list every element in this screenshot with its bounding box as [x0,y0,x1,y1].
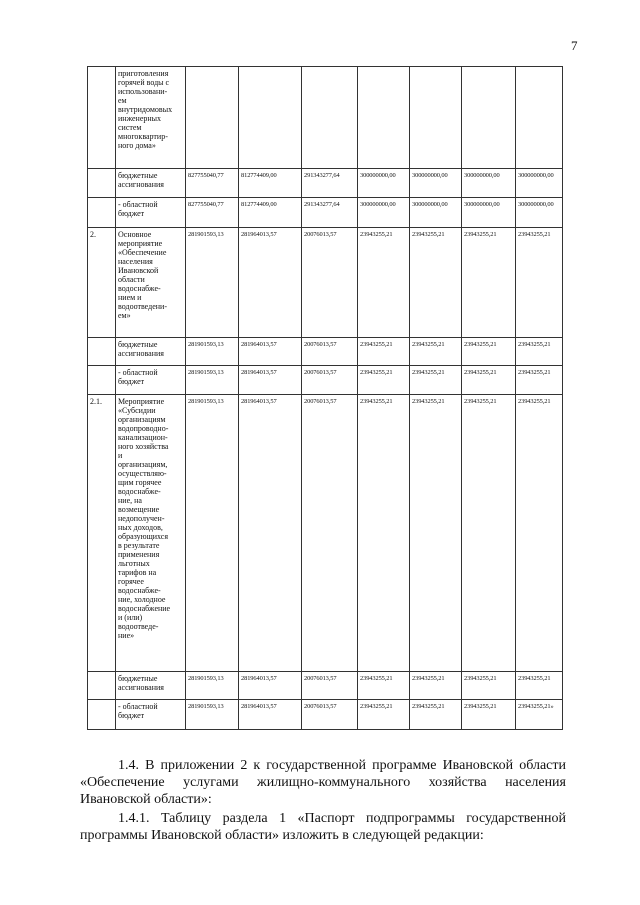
item-name-cell [116,700,186,730]
table-row [88,700,563,730]
amount-cell: 291343277,64 [302,169,358,198]
row-number-cell [88,672,116,700]
budget-table [87,66,563,730]
amount-cell: 20076013,57 [302,228,358,338]
amount-cell: 23943255,21 [410,228,462,338]
amount-cell: 300000000,00 [516,198,563,228]
item-name-text: бюджетные ассигнования [118,674,164,692]
page-number: 7 [571,38,578,53]
amount-cell: 300000000,00 [358,169,410,198]
amount-cell: 20076013,57 [302,672,358,700]
row-number-cell [88,67,116,169]
amount-cell: 23943255,21 [410,672,462,700]
row-number-cell [88,366,116,395]
row-number-cell [88,169,116,198]
amount-cell: 291343277,64 [302,198,358,228]
amount-cell: 20076013,57 [302,366,358,395]
item-name-cell [116,169,186,198]
item-name-cell [116,366,186,395]
amount-cell [302,67,358,169]
amount-cell: 23943255,21 [516,338,563,366]
amount-cell: 20076013,57 [302,395,358,672]
item-name-text: Основное мероприятие «Обеспечение населения Ивановской области водоснабже- нием и водоотведени- ем» [118,230,167,320]
amount-cell: 23943255,21 [462,700,516,730]
amount-cell: 23943255,21» [516,700,563,730]
item-name-cell [116,198,186,228]
item-name-cell [116,395,186,672]
amount-cell: 300000000,00 [358,198,410,228]
table-row [88,672,563,700]
amount-cell [516,67,563,169]
table-row [88,395,563,672]
amount-cell: 23943255,21 [516,228,563,338]
item-name-text: - областной бюджет [118,200,158,218]
amount-cell: 20076013,57 [302,700,358,730]
amount-cell: 281901593,13 [186,395,239,672]
amount-cell: 23943255,21 [516,395,563,672]
item-name-text: бюджетные ассигнования [118,340,164,358]
amount-cell: 23943255,21 [358,338,410,366]
amount-cell [186,67,239,169]
item-name-cell [116,338,186,366]
item-name-cell [116,672,186,700]
amount-cell: 23943255,21 [410,338,462,366]
table-row [88,228,563,338]
amount-cell: 300000000,00 [462,198,516,228]
amount-cell [239,67,302,169]
amount-cell: 300000000,00 [462,169,516,198]
item-name-text: приготовления горячей воды с использовани- ем внутридомовых инженерных систем многоквартир- ного дома» [118,69,173,150]
amount-cell: 281964013,57 [239,338,302,366]
amount-cell: 300000000,00 [410,169,462,198]
amount-cell: 300000000,00 [410,198,462,228]
amount-cell: 281901593,13 [186,228,239,338]
row-number-cell [88,338,116,366]
amount-cell: 23943255,21 [462,672,516,700]
amount-cell: 23943255,21 [516,672,563,700]
amount-cell: 20076013,57 [302,338,358,366]
amount-cell: 23943255,21 [462,228,516,338]
amount-cell: 23943255,21 [462,366,516,395]
amount-cell: 281901593,13 [186,672,239,700]
amount-cell: 281964013,57 [239,700,302,730]
item-name-cell [116,228,186,338]
paragraph-1-4: 1.4. В приложении 2 к государственной программе Ивановской области «Обеспечение услугами жилищно-коммунального хозяйства населения Ивановской области»: [80,758,566,807]
amount-cell: 281901593,13 [186,338,239,366]
amount-cell: 23943255,21 [358,700,410,730]
amount-cell [462,67,516,169]
row-number-cell: 2.1. [88,395,116,672]
row-number-cell [88,198,116,228]
table-row [88,67,563,169]
body-text [80,757,566,846]
amount-cell: 281901593,13 [186,700,239,730]
amount-cell: 23943255,21 [410,395,462,672]
table-row [88,198,563,228]
item-name-text: Мероприятие «Субсидии организациям водопроводно- канализацион- ного хозяйства и организациям, осуществляю- щим горячее водоснабже- ние, на возмещение недополучен- ных доходов, образующихся в результате применения льготных тарифов на горячее водоснабже- ние, холодное водоснабжение и (или) водоотведе- ние» [118,397,171,640]
table-body [88,67,563,730]
amount-cell: 281964013,57 [239,228,302,338]
amount-cell: 281964013,57 [239,672,302,700]
paragraph-1-4-1: 1.4.1. Таблицу раздела 1 «Паспорт подпрограммы государственной программы Ивановской области» изложить в следующей редакции: [80,811,566,843]
amount-cell: 23943255,21 [516,366,563,395]
amount-cell: 23943255,21 [358,366,410,395]
amount-cell: 23943255,21 [358,672,410,700]
amount-cell: 23943255,21 [410,366,462,395]
amount-cell [358,67,410,169]
item-name-text: - областной бюджет [118,368,158,386]
amount-cell: 23943255,21 [358,228,410,338]
table-row [88,366,563,395]
amount-cell: 281901593,13 [186,366,239,395]
table-row [88,169,563,198]
amount-cell: 827755040,77 [186,169,239,198]
item-name-text: - областной бюджет [118,702,158,720]
row-number-cell: 2. [88,228,116,338]
amount-cell: 281964013,57 [239,366,302,395]
amount-cell: 827755040,77 [186,198,239,228]
amount-cell: 23943255,21 [462,338,516,366]
amount-cell: 23943255,21 [410,700,462,730]
amount-cell: 23943255,21 [358,395,410,672]
amount-cell: 281964013,57 [239,395,302,672]
amount-cell [410,67,462,169]
row-number-cell [88,700,116,730]
amount-cell: 300000000,00 [516,169,563,198]
item-name-text: бюджетные ассигнования [118,171,164,189]
item-name-cell [116,67,186,169]
amount-cell: 812774409,00 [239,169,302,198]
table-row [88,338,563,366]
amount-cell: 23943255,21 [462,395,516,672]
amount-cell: 812774409,00 [239,198,302,228]
